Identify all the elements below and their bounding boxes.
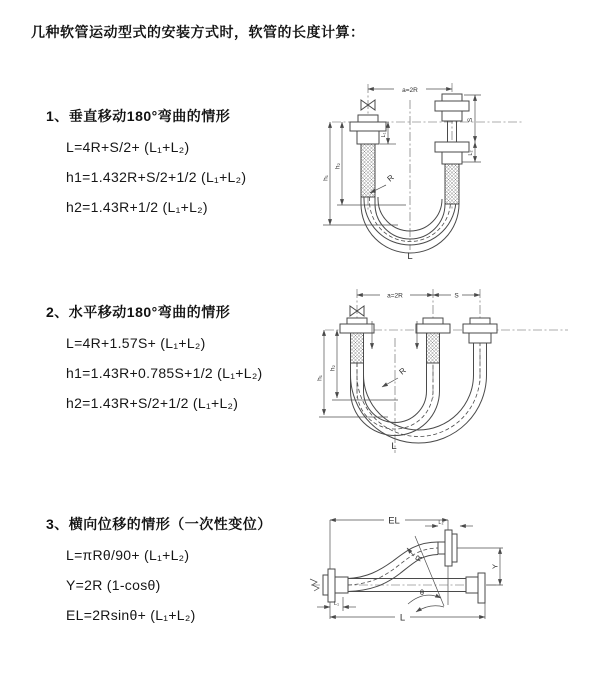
dimension-l — [330, 611, 485, 624]
right-leg-fitting — [435, 94, 469, 204]
dimension-width — [368, 84, 452, 94]
right-leg-fitting — [463, 318, 497, 343]
length-label: L — [407, 251, 413, 262]
extension-lines — [330, 520, 503, 619]
formula-list — [46, 138, 246, 216]
dim-label-h2: h₂ — [334, 162, 342, 170]
fitting-length-arrows — [372, 321, 417, 349]
upper-flange — [438, 530, 457, 566]
dim-label-el: EL — [388, 515, 400, 527]
dimension-s — [433, 290, 480, 300]
dim-label-l: L — [399, 612, 406, 624]
formula-line: h1=1.432R+S/2+1/2 (L₁+L₂) — [66, 169, 247, 185]
diagram-horizontal-180 — [310, 283, 600, 463]
formula-line: EL=2Rsinθ+ (L₁+L₂) — [66, 607, 196, 623]
dim-label-l2: L₂ — [438, 520, 444, 526]
radius-label: R — [397, 365, 408, 377]
hose-braid — [445, 164, 459, 204]
dim-label-l2: L₂ — [468, 150, 474, 156]
dim-label-h1: h₁ — [316, 375, 324, 381]
hose-braid — [427, 333, 440, 363]
middle-leg-fitting — [416, 318, 450, 363]
dim-label-y: Y — [490, 563, 500, 570]
dimension-width — [357, 290, 433, 300]
dim-label-width: a=2R — [387, 292, 403, 300]
section-vertical-180 — [46, 106, 246, 228]
formula-list — [46, 334, 263, 412]
formula-line: h2=1.43R+S/2+1/2 (L₁+L₂) — [66, 395, 239, 411]
formula-line: L=4R+S/2+ (L₁+L₂) — [66, 139, 190, 155]
dim-label-h2: h₂ — [329, 364, 337, 372]
left-leg-fitting — [340, 318, 374, 363]
dim-label-width: a=2R — [402, 86, 418, 94]
section-horizontal-180 — [46, 302, 263, 424]
dim-label-s: S — [467, 117, 474, 123]
dim-label-h1: h₁ — [322, 175, 330, 181]
hose-braid — [361, 144, 375, 197]
length-label: L — [391, 441, 397, 452]
dimension-y — [491, 548, 501, 585]
formula-line: L=πRθ/90+ (L₁+L₂) — [66, 547, 190, 563]
dimension-l1 — [317, 601, 356, 607]
formula-line: h2=1.43R+1/2 (L₁+L₂) — [66, 199, 208, 215]
section-lateral-displacement — [46, 514, 272, 636]
section-heading: 2、水平移动180°弯曲的情形 — [46, 304, 231, 320]
formula-list — [46, 546, 272, 624]
flange — [328, 569, 335, 602]
formula-line: L=4R+1.57S+ (L₁+L₂) — [66, 335, 206, 351]
dim-label-l1: L₁ — [334, 601, 339, 607]
dimension-l2 — [425, 520, 473, 526]
dim-label-l1: L₁ — [381, 132, 387, 138]
left-leg-fitting — [350, 115, 386, 197]
angle-label: θ — [419, 588, 425, 597]
flange — [478, 573, 485, 603]
s-curve-hose — [348, 542, 438, 592]
hose-braid — [351, 333, 364, 363]
left-flange — [323, 569, 348, 602]
section-heading: 1、垂直移动180°弯曲的情形 — [46, 108, 231, 124]
dim-label-s: S — [454, 292, 459, 300]
diagram-lateral-displacement — [305, 505, 600, 652]
hose-u-bend-curves — [351, 343, 487, 443]
formula-line: h1=1.43R+0.785S+1/2 (L₁+L₂) — [66, 365, 263, 381]
dimension-el — [330, 514, 448, 527]
flange — [445, 530, 452, 566]
formula-line: Y=2R (1-cosθ) — [66, 577, 161, 593]
diagram-vertical-180 — [312, 78, 597, 268]
page-title: 几种软管运动型式的安装方式时，软管的长度计算： — [31, 24, 365, 40]
radius-label: R — [385, 172, 396, 184]
radius-label: R — [413, 553, 425, 563]
section-heading: 3、横向位移的情形（一次性变位） — [46, 516, 272, 532]
